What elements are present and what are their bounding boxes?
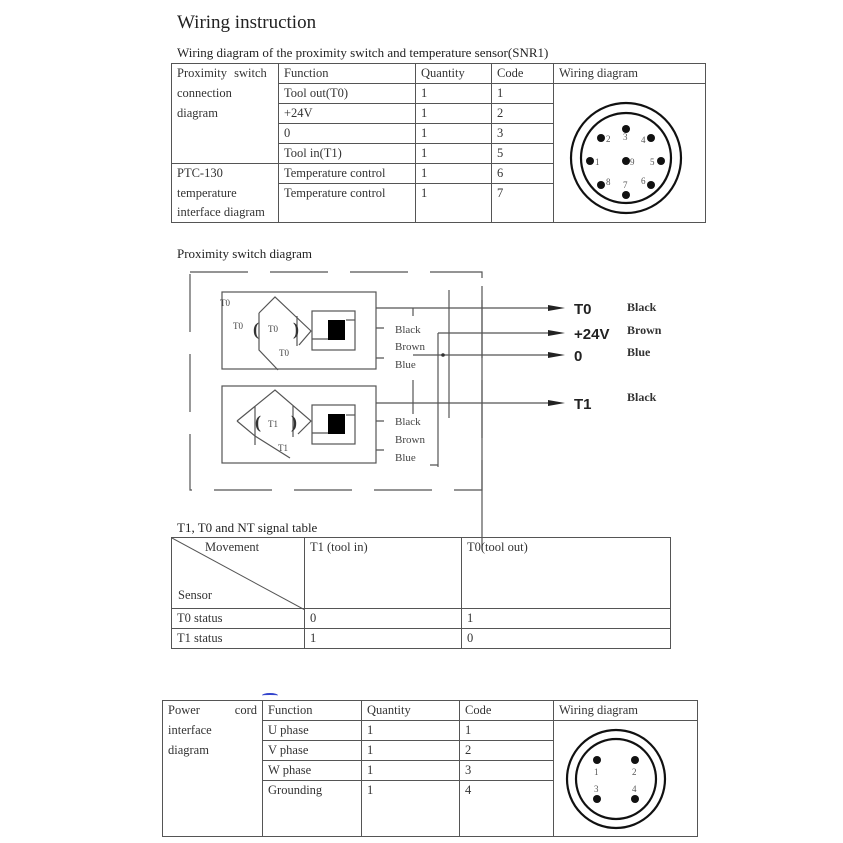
svg-text:T1: T1 [278,443,288,453]
svg-text:+24V: +24V [574,326,610,343]
header-function: Function [279,64,416,84]
svg-text:Brown: Brown [395,434,425,446]
connector-4pin-icon [554,721,684,836]
table-row: Grounding 1 4 [163,781,698,782]
column-header: T0(tool out) [462,538,671,609]
connector-4pin-cell [554,721,698,837]
svg-text:): ) [291,412,297,432]
svg-text:T1: T1 [268,419,278,429]
svg-text:3: 3 [594,784,599,794]
table-row: diagram +24V 1 2 [172,104,706,124]
svg-text:Black: Black [627,390,657,404]
decorative-mark [262,693,278,698]
table-row: diagram V phase 1 2 [163,741,698,761]
svg-text:T0: T0 [279,348,289,358]
svg-text:T0: T0 [233,321,243,331]
header-wiring-diagram: Wiring diagram [554,64,706,84]
svg-text:T0: T0 [268,324,278,334]
svg-text:6: 6 [641,176,646,186]
header-code: Code [492,64,554,84]
svg-text:Blue: Blue [395,359,416,371]
power-cord-table [162,700,698,837]
svg-text:): ) [293,319,299,339]
page-title: Wiring instruction [177,12,317,33]
svg-text:Black: Black [395,416,421,428]
svg-text:T1: T1 [574,396,592,413]
svg-text:Black: Black [627,300,657,314]
svg-text:4: 4 [632,784,637,794]
column-header: T1 (tool in) [305,538,462,609]
table-row: PTC-130 Temperature control 1 6 [172,164,706,184]
group-label: Power cord [163,701,263,721]
header-code: Code [460,701,554,721]
table-row: temperature Temperature control 1 7 [172,184,706,203]
group-label: Proximity switch [172,64,279,84]
svg-text:T0: T0 [220,298,230,308]
svg-text:T0: T0 [574,301,592,318]
svg-text:1: 1 [595,157,600,167]
svg-text:9: 9 [630,157,635,167]
svg-text:Blue: Blue [395,452,416,464]
svg-text:5: 5 [650,157,655,167]
snr1-wiring-table: Proximity switch Function Quantity Code Wiring diagram connection Tool out(T0) 1 1 2 3 4 1 9 5 8 7 6 diagram +24V 1 2 0 1 3 Tool in(T1) 1 5 PTC-130 Temperature control 1 6 temperature Temperature control 1 7 interface diagram [171,63,706,223]
svg-text:7: 7 [623,180,628,190]
table-row: 0 1 3 [172,124,706,144]
svg-text:(: ( [253,319,259,339]
svg-text:2: 2 [606,134,611,144]
table-row: T0 status 0 1 [172,609,671,629]
signal-table [171,537,671,649]
svg-text:Blue: Blue [627,345,651,359]
svg-text:0: 0 [574,348,583,365]
table-row: W phase 1 3 [163,761,698,781]
header-function: Function [263,701,362,721]
svg-text:Black: Black [395,324,421,336]
table-row: connection Tool out(T0) 1 1 2 3 4 1 9 5 8 7 6 [172,84,706,104]
proximity-diagram-title: Proximity switch diagram [177,246,313,261]
table-row: Tool in(T1) 1 5 [172,144,706,164]
diagonal-header-cell: Movement Sensor [172,538,305,609]
table-row: T1 status 1 0 [172,629,671,649]
svg-text:Brown: Brown [395,341,425,353]
svg-text:4: 4 [641,135,646,145]
svg-text:8: 8 [606,177,611,187]
header-quantity: Quantity [416,64,492,84]
section-subtitle: Wiring diagram of the proximity switch and temperature sensor(SNR1) [177,45,549,60]
table-row: interface U phase 1 1 1 2 3 4 [163,721,698,741]
signal-table-title: T1, T0 and NT signal table [177,520,318,535]
svg-text:3: 3 [623,132,628,142]
svg-text:Brown: Brown [627,323,662,337]
header-wiring-diagram: Wiring diagram [554,701,698,721]
svg-text:(: ( [255,412,261,432]
svg-text:1: 1 [594,767,599,777]
svg-text:2: 2 [632,767,637,777]
header-quantity: Quantity [362,701,460,721]
